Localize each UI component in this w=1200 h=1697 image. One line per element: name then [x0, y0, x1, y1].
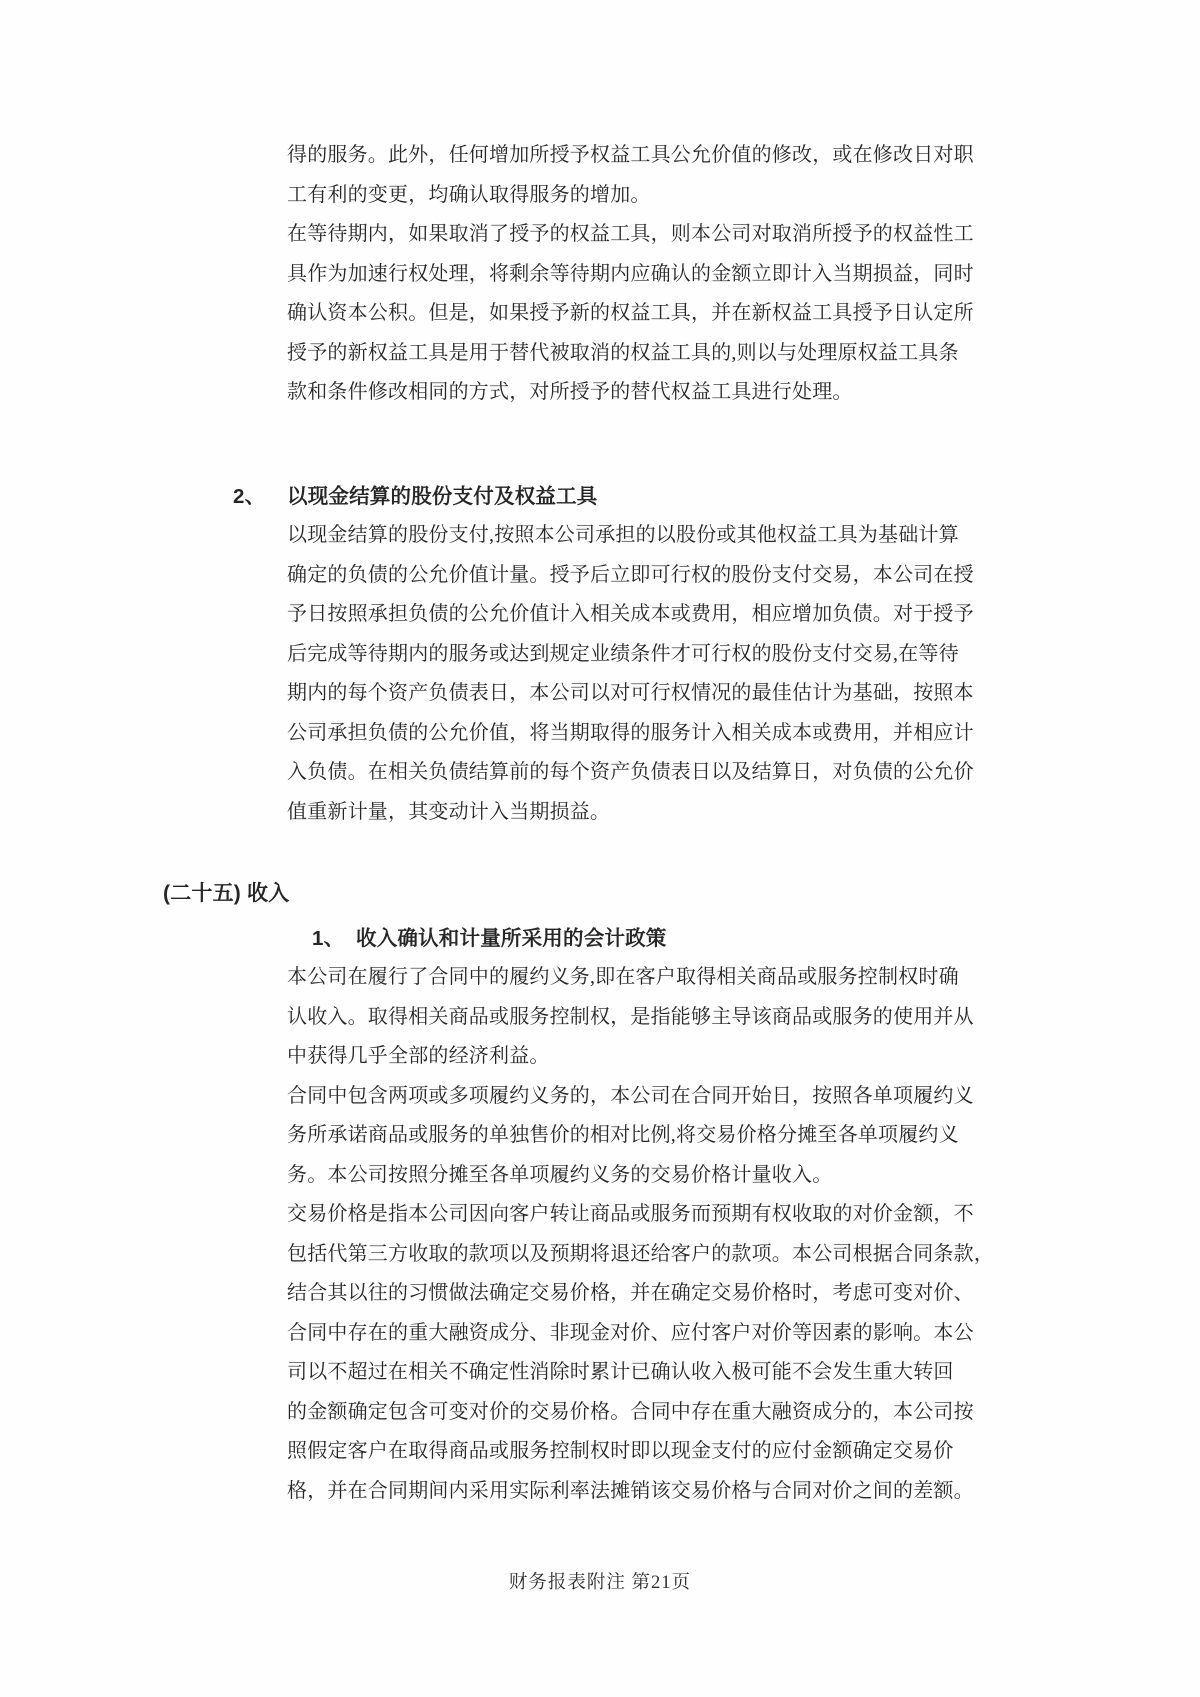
paragraph — [287, 1077, 987, 1196]
text-line: 的金额确定包含可变对价的交易价格。合同中存在重大融资成分的，本公司按 — [287, 1400, 974, 1423]
document-blocks — [163, 0, 994, 1511]
text-line: 务。本公司按照分摊至各单项履约义务的交易价格计量收入。 — [287, 1163, 833, 1186]
text-line: 本公司在履行了合同中的履约义务,即在客户取得相关商品或服务控制权时确 — [287, 966, 959, 988]
paragraph — [287, 136, 987, 215]
text-line: 授予的新权益工具是用于替代被取消的权益工具的,则以与处理原权益工具条 — [287, 341, 959, 364]
paragraph — [287, 958, 987, 1077]
text-line: 公司承担负债的公允价值，将当期取得的服务计入相关成本或费用，并相应计 — [287, 721, 974, 744]
heading-title: 收入确认和计量所采用的会计政策 — [356, 926, 667, 950]
text-line: 得的服务。此外，任何增加所授予权益工具公允价值的修改，或在修改日对职 — [287, 144, 974, 166]
text-line: 在等待期内，如果取消了授予的权益工具，则本公司对取消所授予的权益性工 — [287, 223, 974, 245]
text-line: 包括代第三方收取的款项以及预期将退还给客户的款项。本公司根据合同条款， — [287, 1242, 994, 1265]
heading-number: 2、 — [233, 484, 266, 508]
text-line: 照假定客户在取得商品或服务控制权时即以现金支付的应付金额确定交易价 — [287, 1440, 954, 1462]
paragraph — [287, 516, 987, 832]
text-line: 值重新计量，其变动计入当期损益。 — [287, 800, 611, 823]
num-heading — [233, 477, 987, 517]
text-line: 款和条件修改相同的方式，对所授予的替代权益工具进行处理。 — [287, 381, 853, 403]
text-line: 后完成等待期内的服务或达到规定业绩条件才可行权的股份支付交易,在等待 — [287, 642, 959, 665]
text-line: 入负债。在相关负债结算前的每个资产负债表日以及结算日，对负债的公允价 — [287, 761, 974, 783]
text-line: 具作为加速行权处理，将剩余等待期内应确认的金额立即计入当期损益，同时 — [287, 262, 974, 285]
paragraph — [287, 215, 987, 413]
text-line: 结合其以往的习惯做法确定交易价格，并在确定交易价格时，考虑可变对价、 — [287, 1282, 974, 1304]
text-line: 确认资本公积。但是，如果授予新的权益工具，并在新权益工具授予日认定所 — [287, 302, 974, 324]
text-line: 交易价格是指本公司因向客户转让商品或服务而预期有权收取的对价金额，不 — [287, 1203, 974, 1225]
text-line: 予日按照承担负债的公允价值计入相关成本或费用，相应增加负债。对于授予 — [287, 603, 974, 625]
text-line: 中获得几乎全部的经济利益。 — [287, 1045, 550, 1067]
text-line: 期内的每个资产负债表日，本公司以对可行权情况的最佳估计为基础，按照本 — [287, 682, 974, 704]
text-line: 工有利的变更，均确认取得服务的增加。 — [287, 183, 651, 206]
sub-heading — [312, 919, 987, 959]
paragraph — [287, 1195, 994, 1511]
text-line: 以现金结算的股份支付,按照本公司承担的以股份或其他权益工具为基础计算 — [287, 524, 959, 546]
text-line: 确定的负债的公允价值计量。授予后立即可行权的股份支付交易，本公司在授 — [287, 563, 974, 586]
text-line: 认收入。取得相关商品或服务控制权，是指能够主导该商品或服务的使用并从 — [287, 1005, 974, 1028]
text-line: 务所承诺商品或服务的单独售价的相对比例,将交易价格分摊至各单项履约义 — [287, 1124, 959, 1146]
section-heading: (二十五) 收入 — [163, 882, 290, 905]
page-footer: 财务报表附注 第21页 — [508, 1573, 692, 1593]
text-line: 司以不超过在相关不确定性消除时累计已确认收入极可能不会发生重大转回 — [287, 1361, 954, 1383]
text-line: 合同中存在的重大融资成分、非现金对价、应付客户对价等因素的影响。本公 — [287, 1321, 974, 1344]
heading-title: 以现金结算的股份支付及权益工具 — [287, 484, 598, 508]
text-line: 合同中包含两项或多项履约义务的，本公司在合同开始日，按照各单项履约义 — [287, 1084, 974, 1107]
text-line: 格，并在合同期间内采用实际利率法摊销该交易价格与合同对价之间的差额。 — [287, 1479, 974, 1502]
heading-number: 1、 — [312, 926, 345, 950]
